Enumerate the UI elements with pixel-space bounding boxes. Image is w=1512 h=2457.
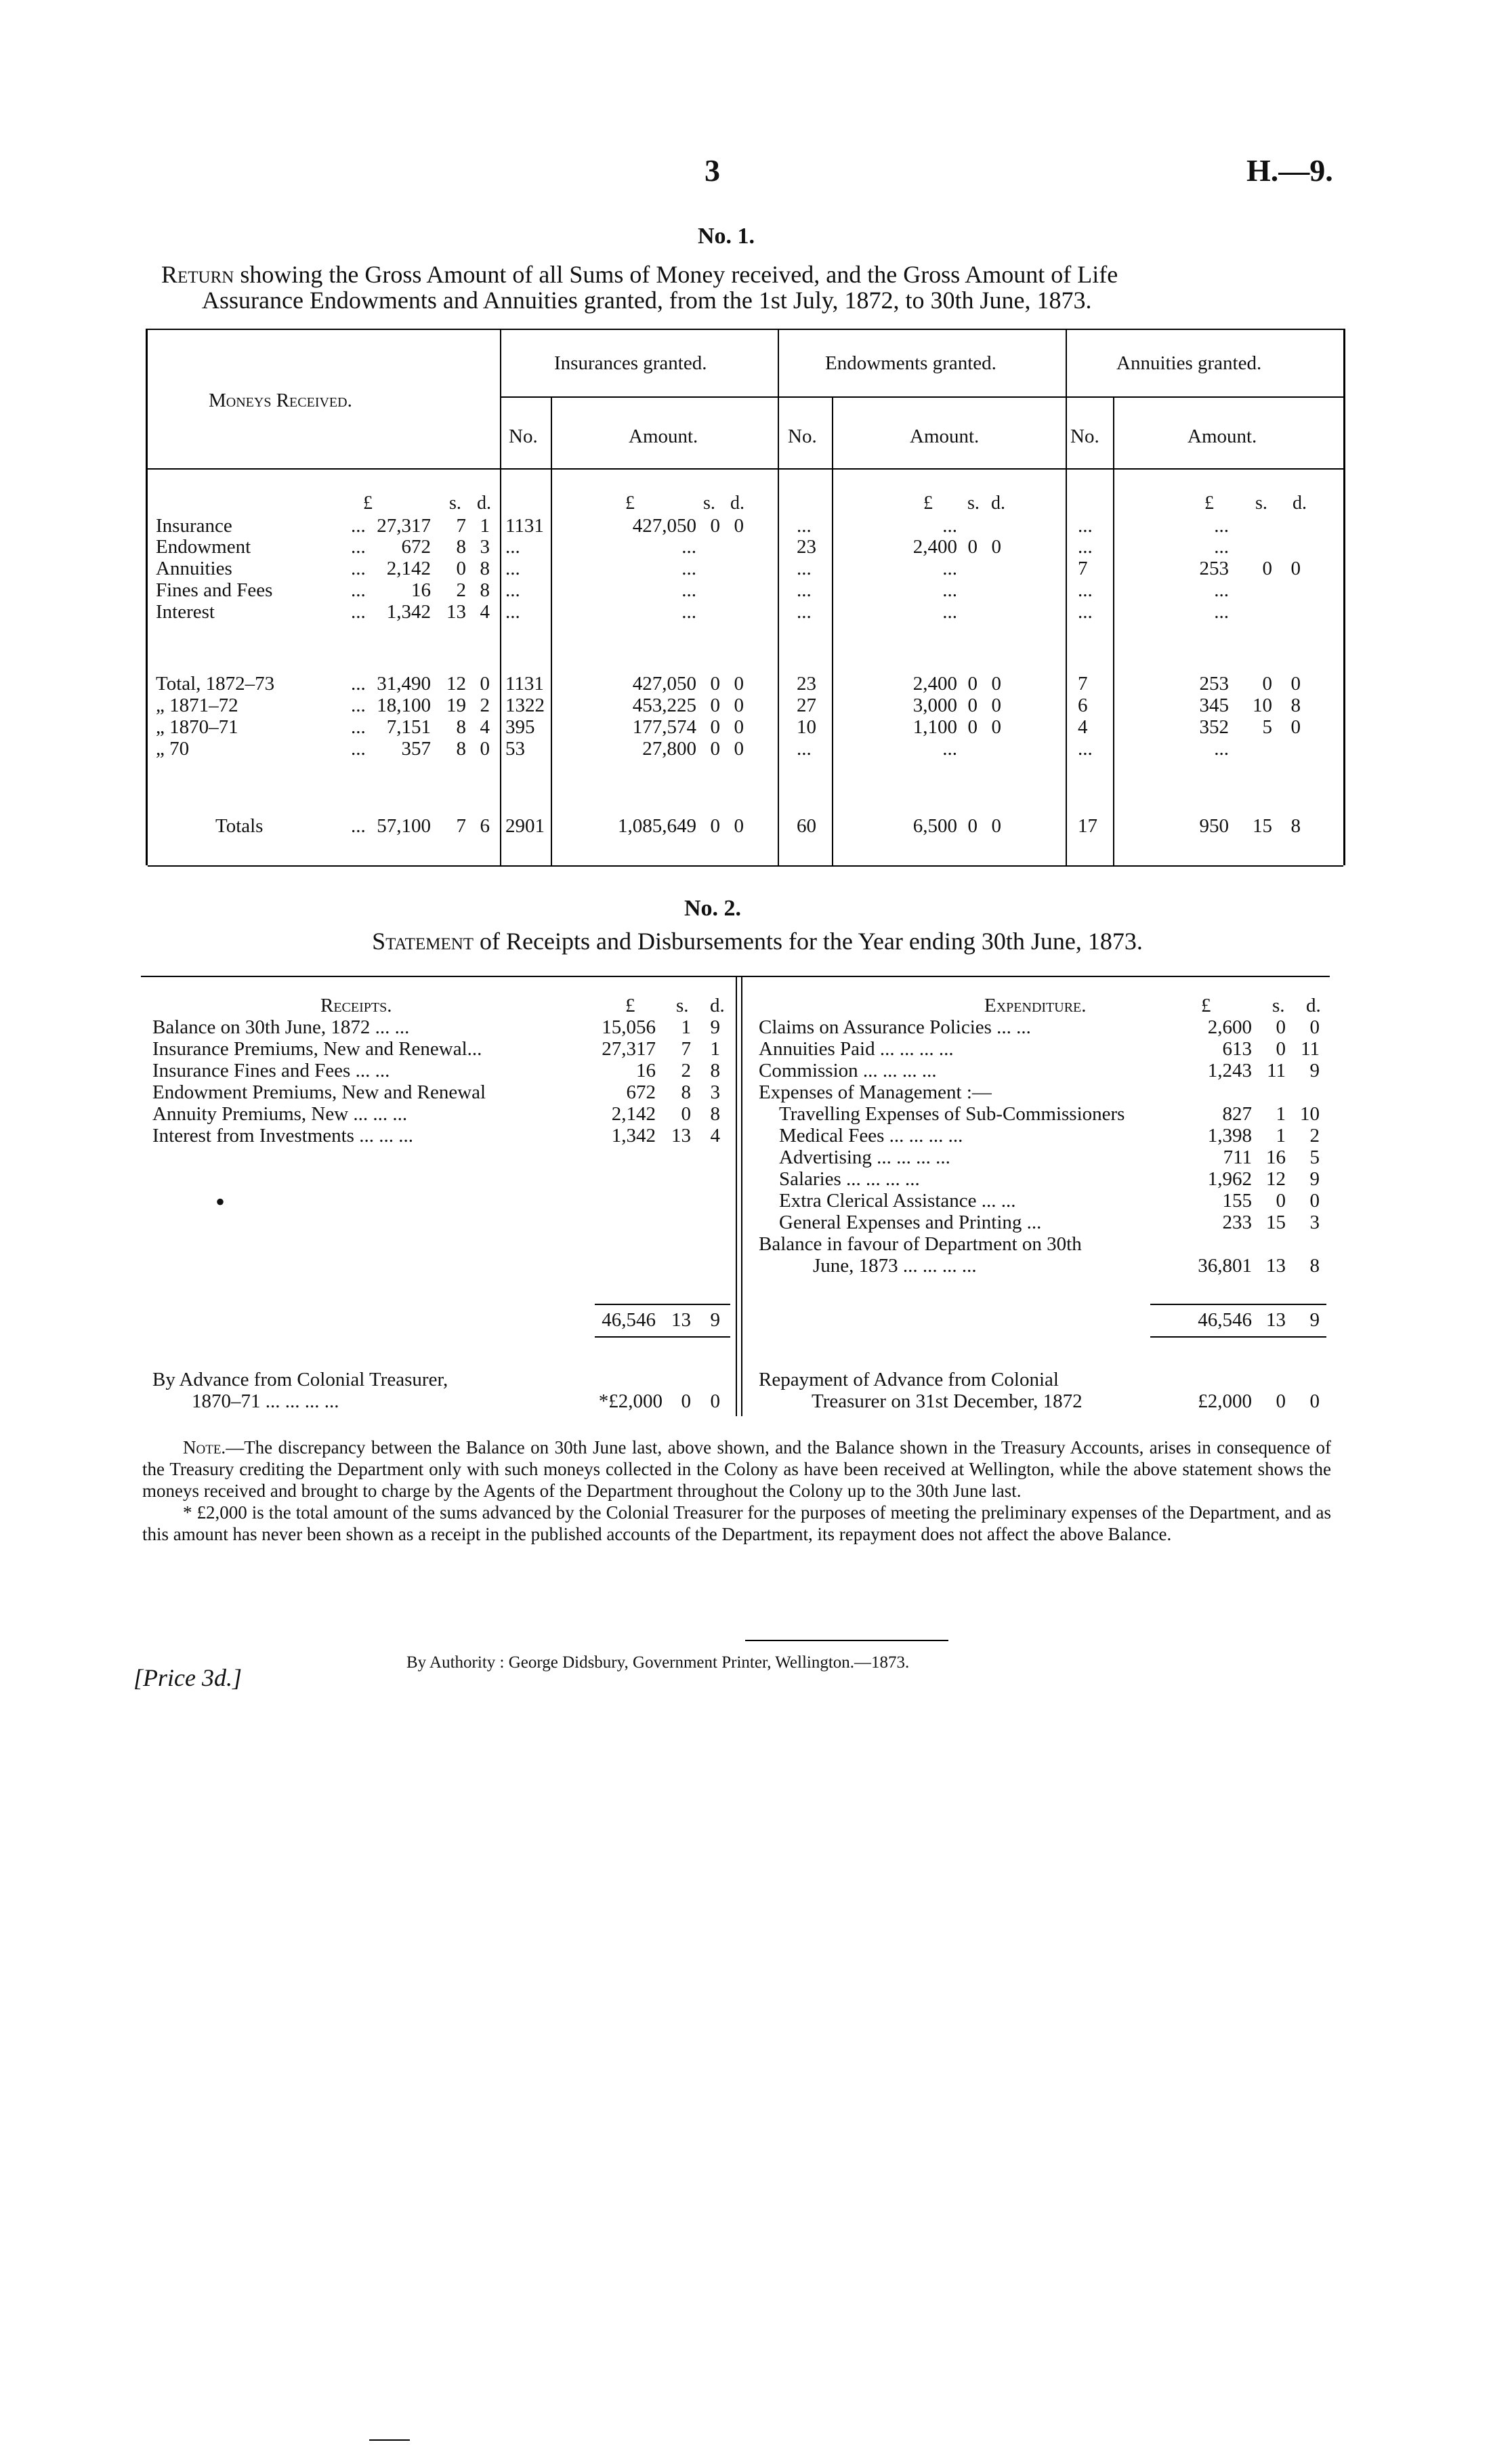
row-shillings: 2 <box>456 579 466 601</box>
expenditure-heading: Expenditure. <box>984 995 1087 1016</box>
header-no: No. <box>509 426 538 447</box>
row-label: Insurance <box>156 515 232 537</box>
expenditure-label: Advertising ... ... ... ... <box>779 1147 950 1168</box>
row-label: Endowment <box>156 536 251 558</box>
row-pence: 3 <box>480 536 490 558</box>
row-pence: 4 <box>480 716 490 738</box>
insurance-d: 0 <box>734 815 744 837</box>
endowment-amount: 6,500 <box>912 815 957 837</box>
expenditure-pounds: 2,600 <box>1207 1016 1252 1038</box>
page-number: 3 <box>705 153 720 188</box>
receipts-total-d: 9 <box>710 1309 720 1331</box>
expenditure-label: Travelling Expenses of Sub-Commissioners <box>779 1103 1125 1125</box>
lsd-pound: £ <box>625 995 635 1016</box>
endowment-no: ... <box>797 579 812 601</box>
expenditure-total-pounds: 46,546 <box>1198 1309 1252 1331</box>
receipt-s: 8 <box>681 1081 691 1103</box>
col-rule <box>778 329 779 865</box>
expenditure-label: Balance in favour of Department on 30th <box>759 1233 1082 1255</box>
insurance-d: 0 <box>734 695 744 716</box>
annuity-no: ... <box>1078 536 1093 558</box>
expenditure-label: Salaries ... ... ... ... <box>779 1168 920 1190</box>
expenditure-s: 0 <box>1276 1016 1286 1038</box>
col-rule <box>832 396 833 865</box>
expenditure-label: Claims on Assurance Policies ... ... <box>759 1016 1031 1038</box>
receipt-pounds: 16 <box>636 1060 656 1081</box>
receipt-label: Insurance Fines and Fees ... ... <box>152 1060 390 1081</box>
header-amount: Amount. <box>910 426 980 447</box>
row-label: „ 1870–71 <box>156 716 238 738</box>
insurance-s: 0 <box>710 716 720 738</box>
expenditure-label: Extra Clerical Assistance ... ... <box>779 1190 1016 1212</box>
expenditure-pounds: 233 <box>1222 1212 1252 1233</box>
insurance-d: 0 <box>734 738 744 760</box>
expenditure-pounds: 1,398 <box>1207 1125 1252 1147</box>
row-pounds: 18,100 <box>377 695 431 716</box>
expenditure-s: 16 <box>1266 1147 1286 1168</box>
annuity-d: 0 <box>1290 558 1301 579</box>
row-dots: ... <box>351 601 366 623</box>
endowment-s: 0 <box>967 673 978 695</box>
row-dots: ... <box>351 536 366 558</box>
lsd-pound: £ <box>1201 995 1211 1016</box>
document-reference: H.—9. <box>1246 153 1333 188</box>
annuity-s: 10 <box>1253 695 1272 716</box>
endowment-no: 23 <box>797 673 816 695</box>
row-dots: ... <box>351 738 366 760</box>
insurance-s: 0 <box>710 673 720 695</box>
lsd-pound: £ <box>1204 493 1214 514</box>
expenditure-pounds: 1,962 <box>1207 1168 1252 1190</box>
expenditure-total-underline <box>1150 1336 1326 1338</box>
receipt-label: Insurance Premiums, New and Renewal... <box>152 1038 482 1060</box>
advance-left-amount: *£2,000 <box>598 1390 663 1412</box>
annuity-d: 0 <box>1290 716 1301 738</box>
annuity-no: 7 <box>1078 673 1088 695</box>
expenditure-d: 8 <box>1309 1255 1320 1277</box>
advance-left-line2: 1870–71 ... ... ... ... <box>192 1390 339 1412</box>
row-pence: 1 <box>480 515 490 537</box>
insurance-no: 53 <box>505 738 525 760</box>
expenditure-s: 1 <box>1276 1103 1286 1125</box>
annuity-amount: 345 <box>1199 695 1229 716</box>
row-pence: 6 <box>480 815 490 837</box>
row-pounds: 27,317 <box>377 515 431 537</box>
row-label: Total, 1872–73 <box>156 673 275 695</box>
col-rule <box>1066 329 1067 865</box>
annuity-d: 8 <box>1290 815 1301 837</box>
row-shillings: 19 <box>446 695 466 716</box>
receipt-label: Interest from Investments ... ... ... <box>152 1125 413 1147</box>
header-insurances: Insurances granted. <box>554 352 707 374</box>
expenditure-total-s: 13 <box>1266 1309 1286 1331</box>
endowment-d: 0 <box>991 716 1001 738</box>
annuity-no: 17 <box>1078 815 1097 837</box>
expenditure-label: Medical Fees ... ... ... ... <box>779 1125 963 1147</box>
endowment-s: 0 <box>967 536 978 558</box>
lsd-shilling: s. <box>967 493 980 514</box>
endowment-d: 0 <box>991 815 1001 837</box>
receipt-pounds: 1,342 <box>611 1125 656 1147</box>
row-pence: 2 <box>480 695 490 716</box>
bottom-rule <box>369 2439 410 2441</box>
row-pounds: 7,151 <box>386 716 431 738</box>
header-annuities: Annuities granted. <box>1116 352 1262 374</box>
insurance-no: 395 <box>505 716 535 738</box>
row-pounds: 1,342 <box>386 601 431 623</box>
receipt-pounds: 15,056 <box>602 1016 656 1038</box>
annuity-amount: ... <box>1214 601 1229 623</box>
expenditure-label: June, 1873 ... ... ... ... <box>813 1255 977 1277</box>
endowment-amount: ... <box>942 558 957 579</box>
endowment-s: 0 <box>967 695 978 716</box>
note <box>142 1437 1331 1545</box>
lsd-shilling: s. <box>676 995 689 1016</box>
receipts-heading: Receipts. <box>320 995 392 1016</box>
endowment-amount: 1,100 <box>912 716 957 738</box>
annuity-no: ... <box>1078 579 1093 601</box>
expenditure-total-rule <box>1150 1304 1326 1305</box>
annuity-amount: ... <box>1214 515 1229 537</box>
annuity-amount: ... <box>1214 738 1229 760</box>
insurance-amount: ... <box>681 558 696 579</box>
row-label: Totals <box>215 815 264 837</box>
annuity-amount: ... <box>1214 579 1229 601</box>
note-paragraph-1 <box>142 1437 1331 1502</box>
lsd-pence: d. <box>710 995 725 1016</box>
insurance-no: ... <box>505 579 520 601</box>
expenditure-d: 0 <box>1309 1016 1320 1038</box>
table-bottom-rule <box>148 865 1343 867</box>
header-bottom-rule <box>148 468 1343 470</box>
center-rule <box>741 976 742 1416</box>
note-lead: Note. <box>183 1437 226 1458</box>
row-dots: ... <box>351 515 366 537</box>
insurance-no: 1322 <box>505 695 545 716</box>
row-dots: ... <box>351 695 366 716</box>
note-paragraph-2: * £2,000 is the total amount of the sums advanced by the Colonial Treasurer for the purposes of meeting the preliminary expenses of the Department, and as this amount has never been shown as a receipt in the published accounts of the Department, its repayment does not affect the above Balance. <box>142 1502 1331 1544</box>
row-pence: 8 <box>480 579 490 601</box>
printer-authority: By Authority : George Didsbury, Government Printer, Wellington.—1873. <box>406 1653 910 1672</box>
advance-left-s: 0 <box>681 1390 691 1412</box>
price: [Price 3d.] <box>133 1664 242 1691</box>
receipt-d: 3 <box>710 1081 720 1103</box>
row-dots: ... <box>351 579 366 601</box>
col-rule <box>551 396 552 865</box>
row-pounds: 31,490 <box>377 673 431 695</box>
insurance-amount: ... <box>681 536 696 558</box>
lsd-pence: d. <box>1306 995 1321 1016</box>
annuity-s: 5 <box>1262 716 1272 738</box>
insurance-amount: ... <box>681 579 696 601</box>
row-shillings: 7 <box>456 815 466 837</box>
lsd-pence: d. <box>991 493 1005 514</box>
expenditure-d: 3 <box>1309 1212 1320 1233</box>
expenditure-s: 15 <box>1266 1212 1286 1233</box>
row-dots: ... <box>351 716 366 738</box>
row-pounds: 672 <box>401 536 431 558</box>
endowment-d: 0 <box>991 536 1001 558</box>
row-shillings: 0 <box>456 558 466 579</box>
table-top-rule <box>148 329 1343 330</box>
header-no: No. <box>788 426 817 447</box>
expenditure-s: 12 <box>1266 1168 1286 1190</box>
expenditure-label: Expenses of Management :— <box>759 1081 992 1103</box>
lsd-shilling: s. <box>1272 995 1285 1016</box>
row-shillings: 8 <box>456 536 466 558</box>
row-label: „ 70 <box>156 738 190 760</box>
header-moneys-received: Moneys Received. <box>209 390 352 411</box>
caption-lead: Return <box>161 261 234 288</box>
receipt-d: 9 <box>710 1016 720 1038</box>
advance-right-line1: Repayment of Advance from Colonial <box>759 1369 1059 1390</box>
expenditure-pounds: 36,801 <box>1198 1255 1252 1277</box>
annuity-d: 8 <box>1290 695 1301 716</box>
expenditure-total-d: 9 <box>1309 1309 1320 1331</box>
insurance-d: 0 <box>734 515 744 537</box>
endowment-no: 60 <box>797 815 816 837</box>
lsd-pound: £ <box>363 493 373 514</box>
row-label: Interest <box>156 601 215 623</box>
row-pence: 0 <box>480 673 490 695</box>
endowment-no: ... <box>797 515 812 537</box>
row-pounds: 16 <box>411 579 431 601</box>
expenditure-pounds: 155 <box>1222 1190 1252 1212</box>
row-shillings: 12 <box>446 673 466 695</box>
endowment-amount: 2,400 <box>912 536 957 558</box>
endowment-no: ... <box>797 558 812 579</box>
receipt-pounds: 672 <box>626 1081 656 1103</box>
statement-table <box>141 976 1330 1416</box>
expenditure-label: General Expenses and Printing ... <box>779 1212 1042 1233</box>
insurance-amount: ... <box>681 601 696 623</box>
lsd-shilling: s. <box>1255 493 1267 514</box>
endowment-amount: ... <box>942 515 957 537</box>
annuity-amount: 352 <box>1199 716 1229 738</box>
table2-title: No. 2. <box>684 896 742 921</box>
receipt-d: 8 <box>710 1060 720 1081</box>
insurance-no: 2901 <box>505 815 545 837</box>
annuity-no: ... <box>1078 601 1093 623</box>
advance-right-line2: Treasurer on 31st December, 1872 <box>812 1390 1083 1412</box>
row-label: Annuities <box>156 558 232 579</box>
lsd-pound: £ <box>625 493 635 514</box>
insurance-amount: 427,050 <box>632 515 696 537</box>
receipt-label: Endowment Premiums, New and Renewal <box>152 1081 486 1103</box>
row-shillings: 8 <box>456 738 466 760</box>
expenditure-label: Annuities Paid ... ... ... ... <box>759 1038 954 1060</box>
lsd-pence: d. <box>1293 493 1307 514</box>
insurance-no: 1131 <box>505 673 544 695</box>
header-no: No. <box>1070 426 1099 447</box>
insurance-s: 0 <box>710 738 720 760</box>
insurance-amount: 27,800 <box>642 738 696 760</box>
endowment-no: 10 <box>797 716 816 738</box>
advance-right-amount: £2,000 <box>1198 1390 1252 1412</box>
row-shillings: 13 <box>446 601 466 623</box>
insurance-amount: 1,085,649 <box>618 815 696 837</box>
receipts-total-pounds: 46,546 <box>602 1309 656 1331</box>
row-dots: ... <box>351 815 366 837</box>
annuity-s: 0 <box>1262 558 1272 579</box>
insurance-s: 0 <box>710 515 720 537</box>
endowment-no: 27 <box>797 695 816 716</box>
row-label: Fines and Fees <box>156 579 273 601</box>
annuity-no: ... <box>1078 515 1093 537</box>
table2-caption <box>161 928 1353 954</box>
annuity-s: 15 <box>1253 815 1272 837</box>
advance-left-line1: By Advance from Colonial Treasurer, <box>152 1369 448 1390</box>
row-shillings: 7 <box>456 515 466 537</box>
expenditure-d: 9 <box>1309 1060 1320 1081</box>
annuity-amount: 950 <box>1199 815 1229 837</box>
insurance-amount: 177,574 <box>632 716 696 738</box>
expenditure-s: 1 <box>1276 1125 1286 1147</box>
return-table <box>146 329 1345 865</box>
insurance-amount: 427,050 <box>632 673 696 695</box>
caption-lead: Statement <box>372 928 474 955</box>
expenditure-pounds: 613 <box>1222 1038 1252 1060</box>
row-pence: 8 <box>480 558 490 579</box>
endowment-d: 0 <box>991 673 1001 695</box>
row-shillings: 8 <box>456 716 466 738</box>
row-label: „ 1871–72 <box>156 695 238 716</box>
expenditure-d: 10 <box>1300 1103 1320 1125</box>
insurance-d: 0 <box>734 716 744 738</box>
receipt-s: 13 <box>671 1125 691 1147</box>
annuity-s: 0 <box>1262 673 1272 695</box>
annuity-no: ... <box>1078 738 1093 760</box>
insurance-s: 0 <box>710 815 720 837</box>
table1-caption <box>161 262 1353 313</box>
bullet-mark: • <box>215 1186 226 1217</box>
receipt-pounds: 27,317 <box>602 1038 656 1060</box>
lsd-pound: £ <box>923 493 933 514</box>
header-amount: Amount. <box>629 426 698 447</box>
col-rule <box>1113 396 1114 865</box>
expenditure-pounds: 1,243 <box>1207 1060 1252 1081</box>
endowment-amount: ... <box>942 601 957 623</box>
advance-right-s: 0 <box>1276 1390 1286 1412</box>
endowment-s: 0 <box>967 716 978 738</box>
receipt-pounds: 2,142 <box>611 1103 656 1125</box>
lsd-pence: d. <box>730 493 744 514</box>
receipt-label: Annuity Premiums, New ... ... ... <box>152 1103 408 1125</box>
expenditure-d: 9 <box>1309 1168 1320 1190</box>
expenditure-d: 5 <box>1309 1147 1320 1168</box>
expenditure-label: Commission ... ... ... ... <box>759 1060 937 1081</box>
receipt-s: 1 <box>681 1016 691 1038</box>
expenditure-s: 0 <box>1276 1190 1286 1212</box>
annuity-no: 6 <box>1078 695 1088 716</box>
row-pounds: 2,142 <box>386 558 431 579</box>
table1-title: No. 1. <box>698 224 755 249</box>
expenditure-s: 11 <box>1267 1060 1286 1081</box>
annuity-amount: 253 <box>1199 673 1229 695</box>
caption-rest: of Receipts and Disbursements for the Year ending 30th June, 1873. <box>474 928 1143 955</box>
lsd-shilling: s. <box>449 493 461 514</box>
col-rule <box>500 329 501 865</box>
insurance-d: 0 <box>734 673 744 695</box>
endowment-d: 0 <box>991 695 1001 716</box>
note-text-1: —The discrepancy between the Balance on 30th June last, above shown, and the Balance shown in the Treasury Accounts, arises in consequence of the Treasury crediting the Department only with such moneys collected in the Colony as have been received at Wellington, while the above statement shows the moneys received and brought to charge by the Agents of the Department throughout the Colony up to the 30th June last. <box>142 1437 1331 1501</box>
insurance-no: 1131 <box>505 515 544 537</box>
endowment-no: ... <box>797 738 812 760</box>
receipt-label: Balance on 30th June, 1872 ... ... <box>152 1016 410 1038</box>
expenditure-pounds: 827 <box>1222 1103 1252 1125</box>
expenditure-s: 13 <box>1266 1255 1286 1277</box>
receipt-s: 7 <box>681 1038 691 1060</box>
insurance-amount: 453,225 <box>632 695 696 716</box>
receipt-d: 8 <box>710 1103 720 1125</box>
row-dots: ... <box>351 558 366 579</box>
annuity-d: 0 <box>1290 673 1301 695</box>
expenditure-pounds: 711 <box>1223 1147 1252 1168</box>
endowment-no: 23 <box>797 536 816 558</box>
header-mid-rule <box>500 396 1343 398</box>
receipts-total-s: 13 <box>671 1309 691 1331</box>
header-amount: Amount. <box>1188 426 1257 447</box>
endowment-amount: 3,000 <box>912 695 957 716</box>
expenditure-d: 2 <box>1309 1125 1320 1147</box>
endowment-no: ... <box>797 601 812 623</box>
receipts-total-rule <box>595 1304 730 1305</box>
lsd-shilling: s. <box>703 493 715 514</box>
caption-line2: Assurance Endowments and Annuities granted, from the 1st July, 1872, to 30th June, 1873. <box>202 287 1092 314</box>
receipts-total-underline <box>595 1336 730 1338</box>
insurance-no: ... <box>505 558 520 579</box>
center-rule <box>736 976 737 1416</box>
annuity-no: 7 <box>1078 558 1088 579</box>
advance-left-d: 0 <box>710 1390 720 1412</box>
lsd-pence: d. <box>477 493 491 514</box>
divider <box>745 1640 948 1641</box>
expenditure-s: 0 <box>1276 1038 1286 1060</box>
annuity-amount: 253 <box>1199 558 1229 579</box>
endowment-amount: ... <box>942 579 957 601</box>
annuity-no: 4 <box>1078 716 1088 738</box>
endowment-s: 0 <box>967 815 978 837</box>
expenditure-d: 11 <box>1301 1038 1320 1060</box>
insurance-no: ... <box>505 601 520 623</box>
advance-right-d: 0 <box>1309 1390 1320 1412</box>
caption-line1: showing the Gross Amount of all Sums of Money received, and the Gross Amount of Life <box>234 261 1118 288</box>
receipt-d: 4 <box>710 1125 720 1147</box>
row-pence: 4 <box>480 601 490 623</box>
row-pounds: 57,100 <box>377 815 431 837</box>
endowment-amount: ... <box>942 738 957 760</box>
row-pounds: 357 <box>401 738 431 760</box>
receipt-d: 1 <box>710 1038 720 1060</box>
receipt-s: 2 <box>681 1060 691 1081</box>
annuity-amount: ... <box>1214 536 1229 558</box>
expenditure-d: 0 <box>1309 1190 1320 1212</box>
header-endowments: Endowments granted. <box>825 352 996 374</box>
insurance-s: 0 <box>710 695 720 716</box>
receipt-s: 0 <box>681 1103 691 1125</box>
row-dots: ... <box>351 673 366 695</box>
endowment-amount: 2,400 <box>912 673 957 695</box>
row-pence: 0 <box>480 738 490 760</box>
insurance-no: ... <box>505 536 520 558</box>
